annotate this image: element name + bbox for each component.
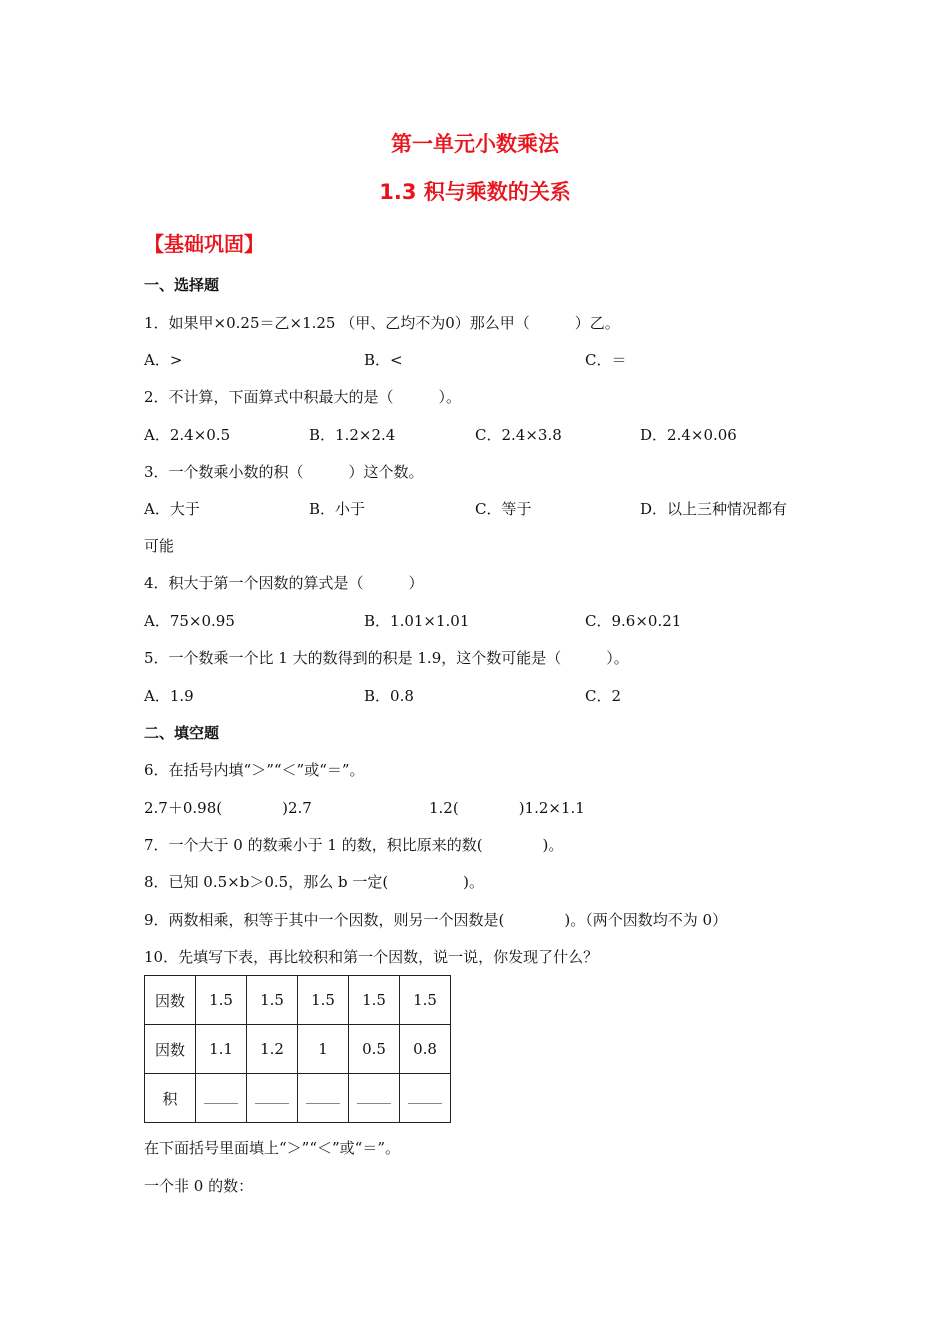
table-cell: 0.8: [400, 1025, 451, 1074]
answer-blank[interactable]: [204, 1089, 238, 1104]
q6-expression-2: 1.2( )1.2×1.1: [429, 799, 585, 817]
question-1: 1．如果甲×0.25＝乙×1.25 （甲、乙均不为0）那么甲（ ）乙。: [144, 314, 620, 332]
q2-option-b: B．1.2×2.4: [309, 426, 396, 444]
answer-cell[interactable]: [349, 1074, 400, 1123]
question-10: 10．先填写下表，再比较积和第一个因数，说一说，你发现了什么？: [144, 948, 599, 966]
page-title: 第一单元小数乘法: [391, 132, 559, 156]
answer-blank[interactable]: [306, 1089, 340, 1104]
question-3: 3．一个数乘小数的积（ ）这个数。: [144, 463, 424, 481]
section-tag: 【基础巩固】: [144, 232, 264, 256]
question-7: 7．一个大于 0 的数乘小于 1 的数，积比原来的数( )。: [144, 836, 564, 854]
part1-heading: 一、选择题: [144, 276, 220, 294]
q2-option-d: D．2.4×0.06: [640, 426, 737, 444]
q2-option-a: A．2.4×0.5: [144, 426, 231, 444]
q3-option-b: B．小于: [309, 500, 366, 518]
table-row: [145, 976, 451, 1025]
table-cell: 1.5: [298, 976, 349, 1025]
q1-option-c: C．＝: [585, 351, 627, 369]
table-cell: 1.2: [247, 1025, 298, 1074]
question-5: 5．一个数乘一个比 1 大的数得到的积是 1.9，这个数可能是（ ）。: [144, 649, 629, 667]
table-cell: 积: [145, 1074, 196, 1123]
q1-option-a: A．>: [144, 351, 183, 369]
table-cell: 1.5: [247, 976, 298, 1025]
table-cell: 因数: [145, 1025, 196, 1074]
q1-option-b: B．<: [364, 351, 403, 369]
q3-option-c: C．等于: [475, 500, 532, 518]
question-8: 8．已知 0.5×b＞0.5，那么 b 一定( )。: [144, 873, 485, 891]
q4-option-b: B．1.01×1.01: [364, 612, 470, 630]
question-9: 9．两数相乘，积等于其中一个因数，则另一个因数是( )。（两个因数均不为 0）: [144, 911, 728, 929]
question-2: 2．不计算，下面算式中积最大的是（ ）。: [144, 388, 462, 406]
answer-cell[interactable]: [196, 1074, 247, 1123]
table-cell: 1: [298, 1025, 349, 1074]
table-cell: 因数: [145, 976, 196, 1025]
table-cell: 1.5: [196, 976, 247, 1025]
q2-option-c: C．2.4×3.8: [475, 426, 562, 444]
table-cell: 1.5: [349, 976, 400, 1025]
factor-table: [144, 975, 451, 1123]
answer-cell[interactable]: [298, 1074, 349, 1123]
q4-option-a: A．75×0.95: [144, 612, 235, 630]
table-cell: 1.5: [400, 976, 451, 1025]
q5-option-c: C．2: [585, 687, 622, 705]
q3-option-d-continued: 可能: [144, 537, 175, 555]
table-cell: 1.1: [196, 1025, 247, 1074]
table-cell: 0.5: [349, 1025, 400, 1074]
answer-cell[interactable]: [400, 1074, 451, 1123]
page-subtitle: 1.3 积与乘数的关系: [379, 180, 571, 204]
q3-option-d: D．以上三种情况都有: [640, 500, 788, 518]
answer-blank[interactable]: [255, 1089, 289, 1104]
answer-blank[interactable]: [357, 1089, 391, 1104]
instruction-line: 在下面括号里面填上“＞”“＜”或“＝”。: [144, 1139, 401, 1157]
question-6: 6．在括号内填“＞”“＜”或“＝”。: [144, 761, 365, 779]
part2-heading: 二、填空题: [144, 724, 220, 742]
q4-option-c: C．9.6×0.21: [585, 612, 682, 630]
q5-option-b: B．0.8: [364, 687, 414, 705]
table-row: [145, 1074, 451, 1123]
question-4: 4．积大于第一个因数的算式是（ ）: [144, 574, 424, 592]
q3-option-a: A．大于: [144, 500, 200, 518]
answer-blank[interactable]: [408, 1089, 442, 1104]
instruction-line-2: 一个非 0 的数：: [144, 1177, 254, 1195]
q5-option-a: A．1.9: [144, 687, 194, 705]
answer-cell[interactable]: [247, 1074, 298, 1123]
table-row: [145, 1025, 451, 1074]
q6-expression-1: 2.7＋0.98( )2.7: [144, 799, 312, 817]
